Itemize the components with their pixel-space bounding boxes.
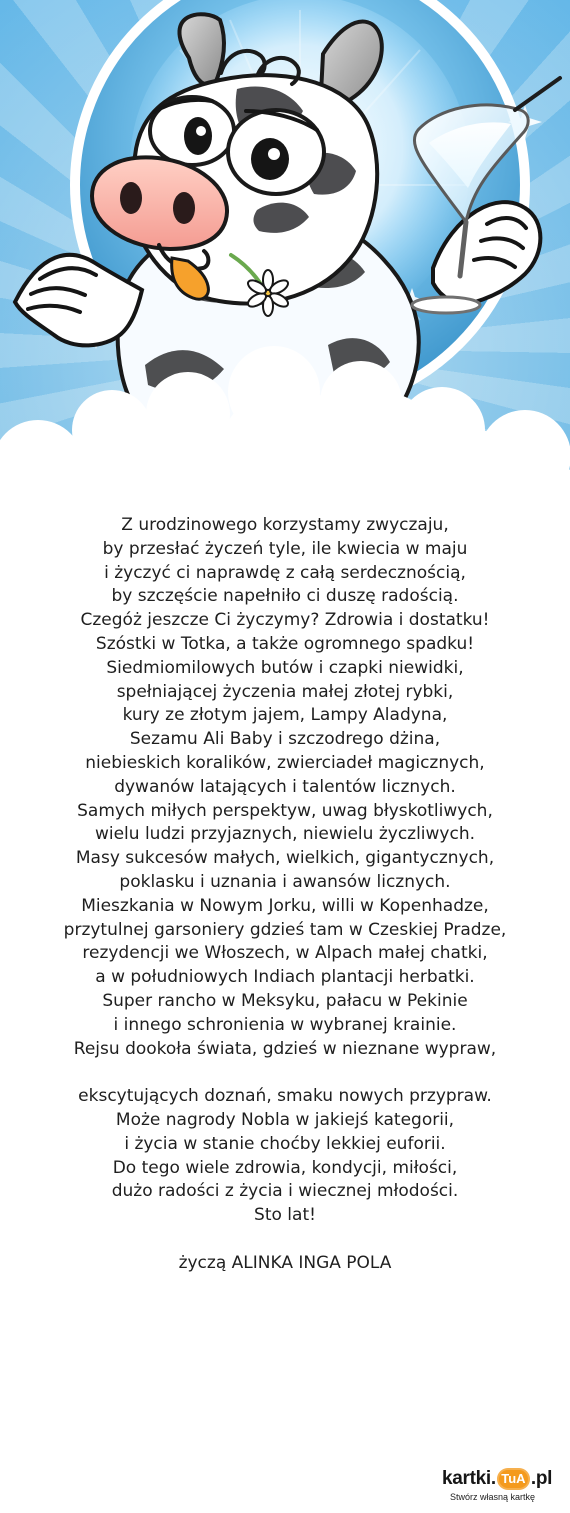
poem-line: przytulnej garsoniery gdzieś tam w Czeskiej Pradze,	[63, 919, 507, 940]
poem-line: a w południowych Indiach plantacji herbatki.	[95, 967, 475, 988]
poem-line: Sto lat!	[254, 1205, 316, 1226]
logo-left-text: kartki.	[442, 1468, 496, 1489]
poem-line: Czegóż jeszcze Ci życzymy? Zdrowia i dostatku!	[80, 610, 490, 631]
poem-line: dużo radości z życia i wiecznej młodości.	[111, 1181, 459, 1202]
poem-line: Siedmiomilowych butów i czapki niewidki,	[106, 657, 464, 678]
poem-line: spełniającej życzenia małej złotej rybki,	[116, 681, 454, 702]
poem-line: Masy sukcesów małych, wielkich, gigantycznych,	[75, 848, 495, 869]
poem-line: Rejsu dookoła świata, gdzieś w nieznane wypraw,	[73, 1038, 497, 1059]
poem-line: niebieskich koralików, zwierciadeł magicznych,	[85, 752, 485, 773]
poem-line: rezydencji we Włoszech, w Alpach małej chatki,	[82, 943, 488, 964]
poem-line: i życzyć ci naprawdę z całą serdecznością,	[104, 562, 466, 583]
poem-signature: życzą ALINKA INGA POLA	[178, 1252, 392, 1273]
poem-line: by przesłać życzeń tyle, ile kwiecia w maju	[102, 538, 468, 559]
poem-line: kury ze złotym jajem, Lampy Aladyna,	[122, 705, 448, 726]
poem-spacer	[28, 1228, 542, 1252]
poem-line: Do tego wiele zdrowia, kondycji, miłości,	[112, 1157, 458, 1178]
logo-tagline: Stwórz własną kartkę	[450, 1492, 536, 1502]
poem-line: ekscytujących doznań, smaku nowych przypraw.	[78, 1086, 492, 1107]
poem-line: Super rancho w Meksyku, pałacu w Pekinie	[102, 990, 468, 1011]
poem-line: Z urodzinowego korzystamy zwyczaju,	[121, 515, 449, 535]
poem-line: Mieszkania w Nowym Jorku, willi w Kopenhadze,	[81, 895, 489, 916]
poem-line: Sezamu Ali Baby i szczodrego dżina,	[129, 729, 441, 750]
poem-line: poklasku i uznania i awansów licznych.	[119, 871, 451, 892]
logo-badge: TuA	[497, 1468, 530, 1490]
site-logo[interactable]	[442, 1467, 564, 1509]
poem-line: Może nagrody Nobla w jakiejś kategorii,	[115, 1109, 455, 1130]
poem-line: dywanów latających i talentów licznych.	[114, 776, 456, 797]
poem-line: by szczęście napełniło ci duszę radością.	[111, 586, 459, 607]
poem-line: i życia w stanie choćby lekkiej euforii.	[124, 1133, 446, 1154]
logo-wordmark	[442, 1467, 552, 1491]
greeting-poem	[28, 514, 542, 1276]
poem-line: wielu ludzi przyjaznych, niewielu życzliwych.	[94, 824, 476, 845]
poem-line: Samych miłych perspektyw, uwag błyskotliwych,	[77, 800, 493, 821]
poem-line: Szóstki w Totka, a także ogromnego spadku!	[95, 633, 475, 654]
poem-spacer	[28, 1061, 542, 1085]
poem-line: i innego schronienia w wybranej krainie.	[113, 1014, 457, 1035]
logo-right-text: .pl	[530, 1468, 553, 1489]
